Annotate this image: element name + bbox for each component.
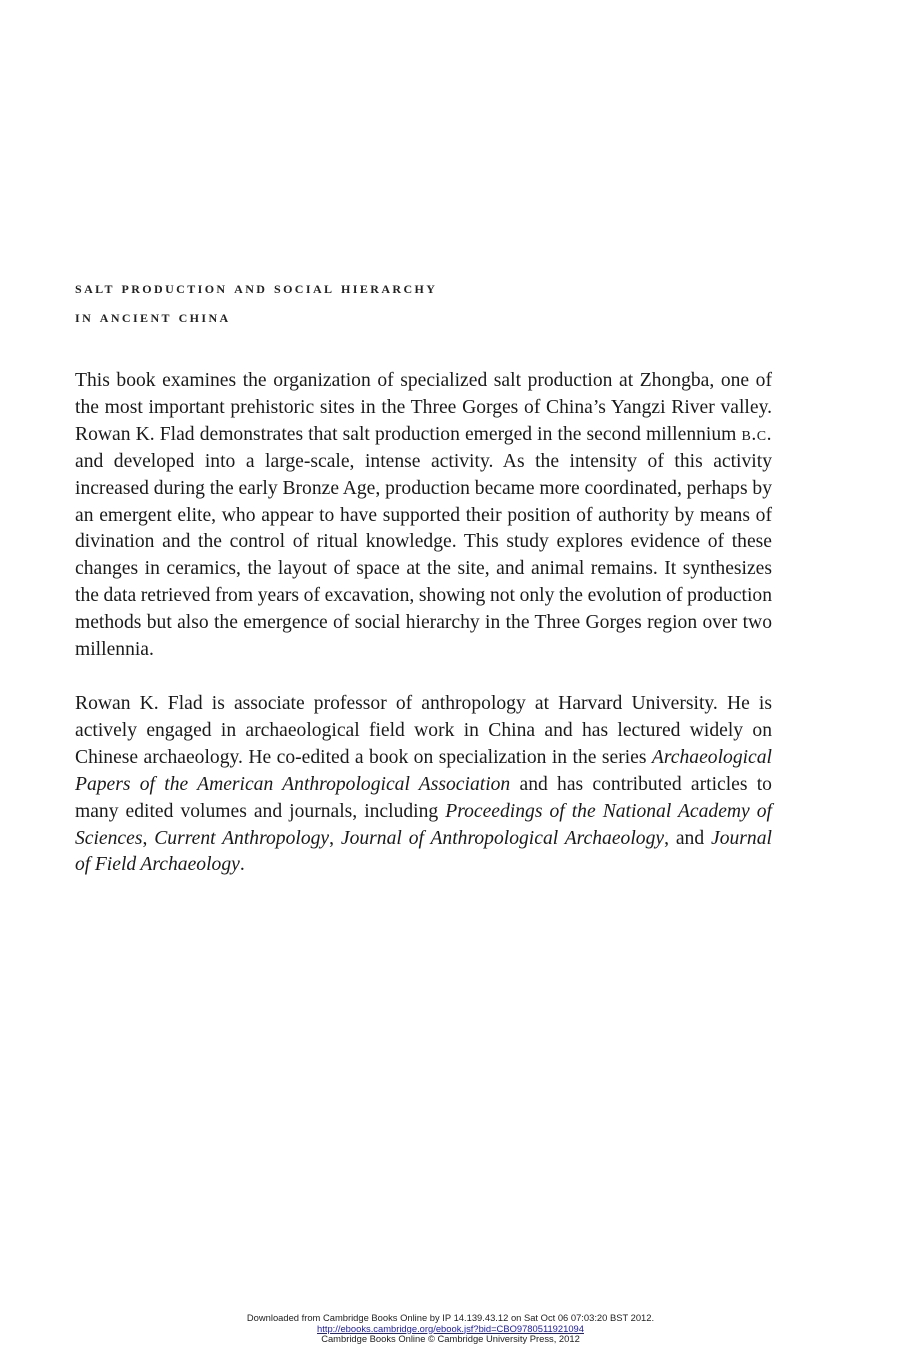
book-title-line-2: in ancient china <box>75 307 231 326</box>
download-footer <box>0 1313 901 1345</box>
journal-title-current-anthropology: Current Anthropology <box>154 827 330 849</box>
bio-separator-3: , and <box>664 827 705 849</box>
book-title <box>75 273 795 331</box>
copyright-notice: Cambridge Books Online © Cambridge University Press, 2012 <box>321 1333 580 1344</box>
bio-text-2: and has contributed articles to many edited volumes and journals, including <box>75 773 772 822</box>
journal-title-jfa: Journal of Field Archaeology <box>75 827 772 876</box>
bio-end-period: . <box>239 854 245 876</box>
bio-separator-1: , <box>142 827 148 849</box>
journal-title-pnas: Proceedings of the National Academy of Sciences <box>75 800 772 849</box>
bio-text-1: Rowan K. Flad is associate professor of anthropology at Harvard University. He is actively engaged in archaeological field work in China and has lectured widely on Chinese archaeology. He co-edited a book on specialization in the series <box>75 693 772 768</box>
download-notice: Downloaded from Cambridge Books Online by IP 14.139.43.12 on Sat Oct 06 07:03:20 BST 2012. <box>246 1312 655 1323</box>
bio-separator-2: , <box>329 827 335 849</box>
bc-era-label: b.c. <box>741 423 772 445</box>
journal-title-jaa: Journal of Anthropological Archaeology <box>340 827 665 849</box>
ebook-link[interactable]: http://ebooks.cambridge.org/ebook.jsf?bid=CBO9780511921094 <box>317 1322 584 1334</box>
series-title: Archaeological Papers of the American Anthropological Association <box>75 746 772 795</box>
book-description-paragraph <box>75 368 772 664</box>
author-bio-paragraph <box>75 691 772 879</box>
book-title-line-1: salt production and social hierarchy <box>75 278 438 297</box>
description-text-1: This book examines the organization of specialized salt production at Zhongba, one of the most important prehistoric sites in the Three Gorges of China’s Yangzi River valley. Rowan K. Flad demonstrates that salt production emerged in the second millennium <box>75 370 772 445</box>
description-text-2: and developed into a large-scale, intense activity. As the intensity of this activity increased during the early Bronze Age, production became more coordinated, perhaps by an emergent elite, who appear to have supported their position of authority by means of divination and the control of ritual knowledge. This study explores evidence of these changes in ceramics, the layout of space at the site, and animal remains. It synthesizes the data retrieved from years of excavation, showing not only the evolution of production methods but also the emergence of social hierarchy in the Three Gorges region over two millennia. <box>75 450 772 661</box>
